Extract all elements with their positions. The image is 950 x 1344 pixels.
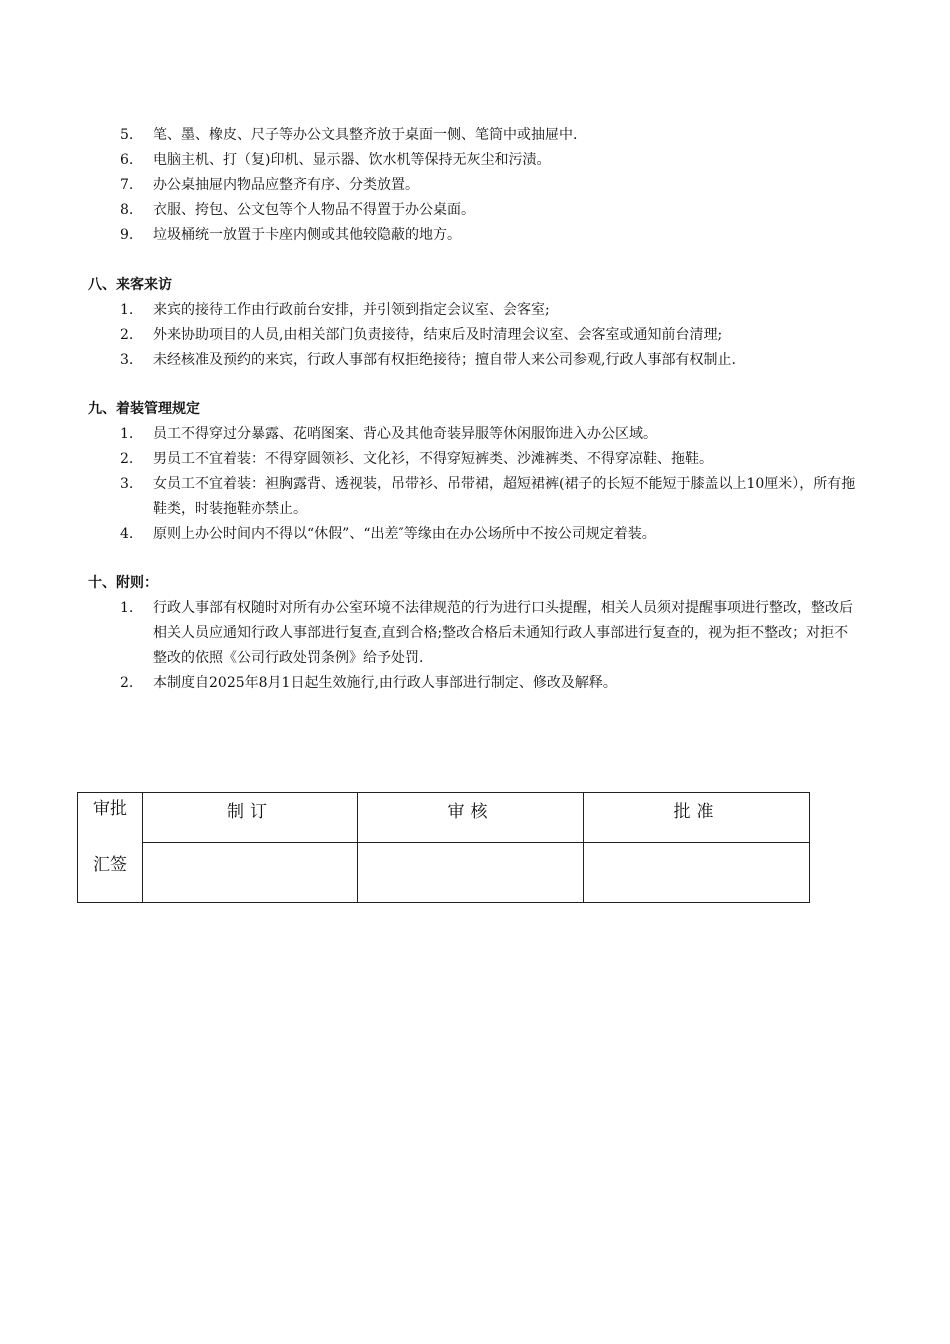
list-item xyxy=(0,472,858,522)
list-number: 3. xyxy=(120,352,134,368)
list-text: 外来协助项目的人员,由相关部门负责接待，结束后及时清理会议室、会客室或通知前台清理; xyxy=(153,327,723,343)
section-heading-dress-code: 九、着装管理规定 xyxy=(88,401,200,417)
approval-table xyxy=(77,792,810,903)
list-text: 原则上办公时间内不得以“休假”、“出差″等缘由在办公场所中不按公司规定着装。 xyxy=(153,526,656,542)
list-number: 1. xyxy=(120,302,134,318)
list-item xyxy=(0,173,858,198)
section-heading-visitors: 八、来客来访 xyxy=(88,277,172,293)
list-item xyxy=(0,596,858,671)
list-number: 2. xyxy=(120,675,134,691)
list-item xyxy=(0,671,858,696)
list-number: 6. xyxy=(120,152,134,168)
list-number: 2. xyxy=(120,327,134,343)
list-number: 4. xyxy=(120,526,134,542)
list-text: 男员工不宜着装：不得穿圆领衫、文化衫，不得穿短裤类、沙滩裤类、不得穿凉鞋、拖鞋。 xyxy=(153,451,713,467)
signature-cell-reviewed[interactable] xyxy=(358,843,584,903)
list-item xyxy=(0,198,858,223)
list-number: 2. xyxy=(120,451,134,467)
list-item xyxy=(0,522,858,547)
list-number: 9. xyxy=(120,227,134,243)
list-item xyxy=(0,223,858,248)
list-text: 衣服、挎包、公文包等个人物品不得置于办公桌面。 xyxy=(153,202,475,218)
list-text: 笔、墨、橡皮、尺子等办公文具整齐放于桌面一侧、笔筒中或抽屉中. xyxy=(153,127,578,143)
list-item xyxy=(0,148,858,173)
countersign-label: 汇签 xyxy=(93,855,127,875)
header-reviewed: 审核 xyxy=(358,793,584,843)
list-item xyxy=(0,123,858,148)
dress-code-list xyxy=(0,422,858,547)
list-text: 女员工不宜着装：袒胸露背、透视装，吊带衫、吊带裙，超短裙裤(裙子的长短不能短于膝盖以上10厘米），所有拖鞋类，时装拖鞋亦禁止。 xyxy=(153,476,856,517)
list-item xyxy=(0,298,858,323)
list-text: 电脑主机、打（复)印机、显示器、饮水机等保持无灰尘和污渍。 xyxy=(153,152,551,168)
list-text: 垃圾桶统一放置于卡座内侧或其他较隐蔽的地方。 xyxy=(153,227,461,243)
list-number: 3. xyxy=(120,476,134,492)
list-number: 7. xyxy=(120,177,134,193)
list-item xyxy=(0,348,858,373)
list-number: 5. xyxy=(120,127,134,143)
list-text: 本制度自2025年8月1日起生效施行,由行政人事部进行制定、修改及解释。 xyxy=(153,675,617,691)
list-item xyxy=(0,422,858,447)
list-text: 员工不得穿过分暴露、花哨图案、背心及其他奇装异服等休闲服饰进入办公区域。 xyxy=(153,426,657,442)
list-number: 1. xyxy=(120,426,134,442)
office-items-list xyxy=(0,123,858,248)
list-number: 1. xyxy=(120,600,134,616)
list-text: 行政人事部有权随时对所有办公室环境不法律规范的行为进行口头提醒，相关人员须对提醒事项进行整改，整改后相关人员应通知行政人事部进行复查,直到合格;整改合格后未通知行政人事部进行复查的，视为拒不整改；对拒不整改的依照《公司行政处罚条例》给予处罚. xyxy=(153,600,853,666)
header-approved: 批准 xyxy=(584,793,810,843)
approval-side-label xyxy=(78,793,143,903)
list-number: 8. xyxy=(120,202,134,218)
approval-label: 审批 xyxy=(93,799,127,819)
list-item xyxy=(0,323,858,348)
visitors-list xyxy=(0,298,858,373)
list-text: 办公桌抽屉内物品应整齐有序、分类放置。 xyxy=(153,177,419,193)
list-text: 未经核准及预约的来宾，行政人事部有权拒绝接待；擅自带人来公司参观,行政人事部有权制止. xyxy=(153,352,736,368)
supplementary-list xyxy=(0,596,858,696)
signature-cell-approved[interactable] xyxy=(584,843,810,903)
signature-cell-drafted[interactable] xyxy=(143,843,358,903)
list-text: 来宾的接待工作由行政前台安排，并引领到指定会议室、会客室; xyxy=(153,302,550,318)
list-item xyxy=(0,447,858,472)
section-heading-supplementary: 十、附则： xyxy=(88,575,158,591)
header-drafted: 制订 xyxy=(143,793,358,843)
